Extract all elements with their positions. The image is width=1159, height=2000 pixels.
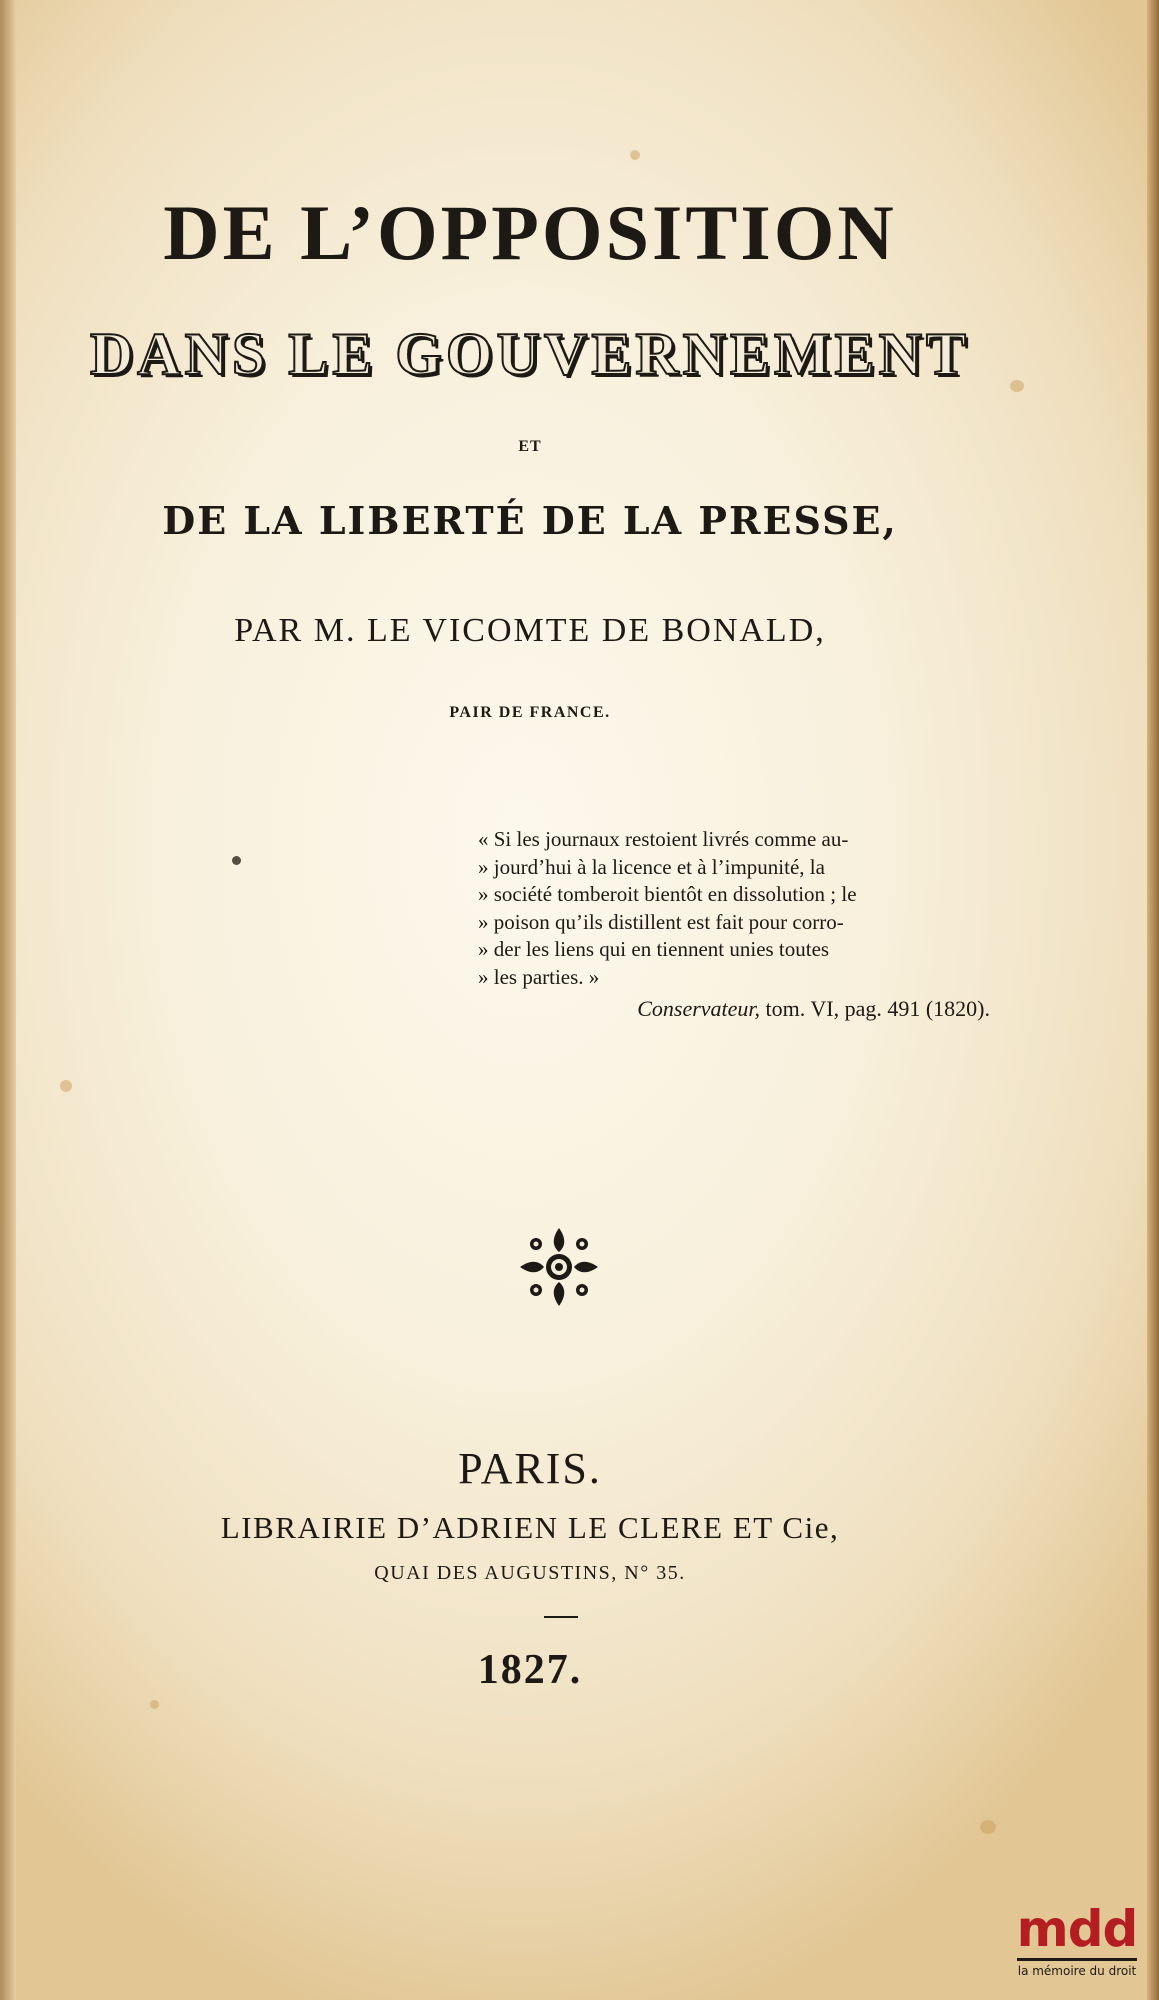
epigraph-line: » les parties. » [478, 964, 600, 989]
title-line-2: DANS LE GOUVERNEMENT [89, 321, 971, 387]
epigraph-line: » der les liens qui en tiennent unies toutes [478, 937, 830, 961]
mdd-watermark-logo [1002, 1902, 1152, 1992]
epigraph-line: » société tomberoit bientôt en dissolution ; le [478, 882, 857, 906]
imprint-year: 1827. [477, 1647, 583, 1693]
epigraph-source [478, 995, 990, 1023]
imprint-city: PARIS. [458, 1444, 602, 1493]
imprint-address: QUAI DES AUGUSTINS, N° 35. [374, 1562, 686, 1584]
epigraph-source-work: Conservateur, [637, 996, 761, 1021]
foxing-spot [150, 1700, 159, 1709]
ink-spot [232, 856, 241, 865]
fleuron-icon [516, 1224, 602, 1310]
epigraph-line: » poison qu’ils distillent est fait pour corro- [478, 909, 844, 934]
author-rank: PAIR DE FRANCE. [449, 704, 611, 721]
foxing-spot [630, 150, 640, 160]
page-left-edge [0, 0, 16, 2000]
author-line: PAR M. LE VICOMTE DE BONALD, [234, 612, 826, 649]
epigraph-line: « Si les journaux restoient livrés comme au- [478, 827, 849, 851]
epigraph-source-ref: tom. VI, pag. 491 (1820). [760, 996, 990, 1021]
imprint-divider [544, 1616, 578, 1618]
imprint-publisher: LIBRAIRIE D’ADRIEN LE CLERE ET Cie, [220, 1510, 840, 1545]
title-line-3: DE LA LIBERTÉ DE LA PRESSE, [162, 498, 898, 543]
logo-underline [1017, 1958, 1137, 1961]
logo-mark: mdd [1016, 1900, 1138, 1958]
logo-tagline: la mémoire du droit [1017, 1964, 1137, 1978]
title-conjunction: ET [518, 438, 542, 455]
foxing-spot [980, 1820, 996, 1834]
title-line-1: DE L’OPPOSITION [163, 189, 897, 276]
foxing-spot [60, 1080, 72, 1092]
epigraph-line: » jourd’hui à la licence et à l’impunité, la [478, 854, 825, 879]
epigraph [478, 826, 990, 1023]
page-right-edge [1147, 0, 1159, 2000]
